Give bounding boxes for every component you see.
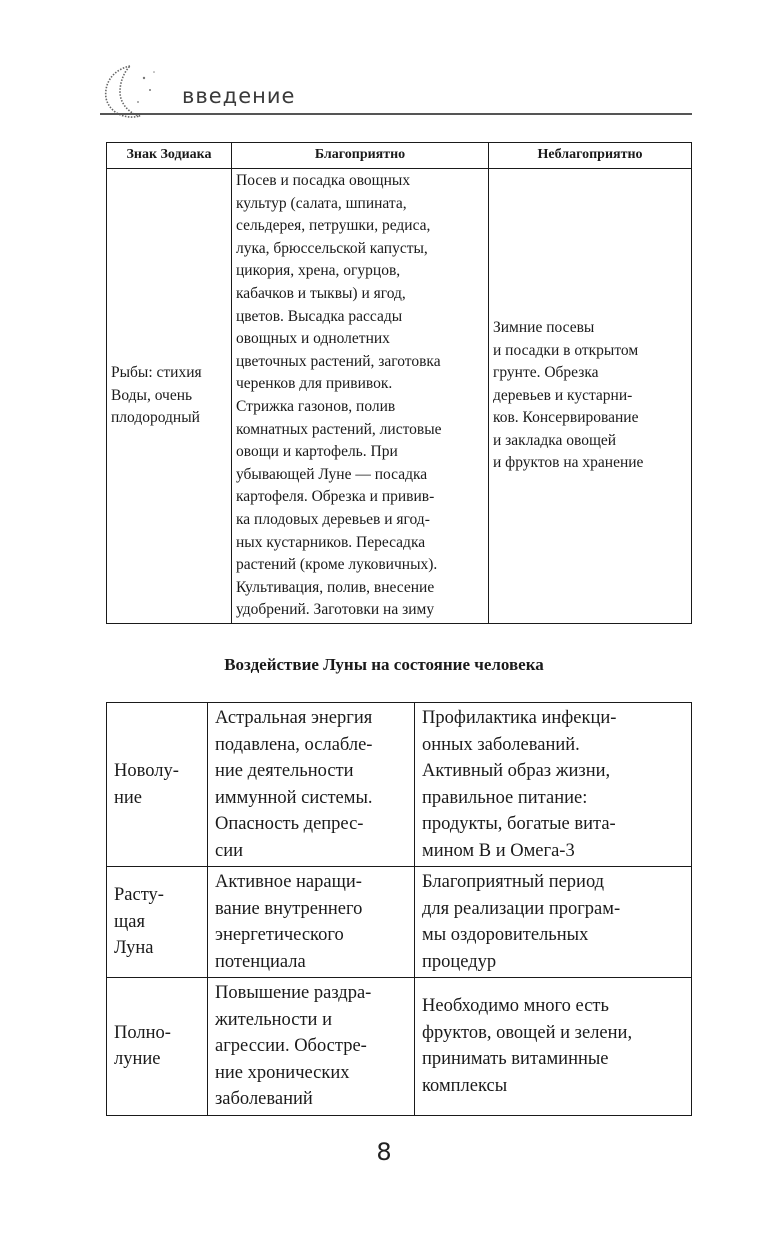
text-line: Воды, очень [111,386,193,404]
text-line: для реализации програм- [422,898,621,919]
header-divider [100,113,692,115]
text-line: Зимние посевы [493,318,595,336]
zodiac-table-header-row [107,143,692,169]
text-line: Астральная энергия [215,708,373,728]
text-line: Новолу- [114,761,179,781]
text-line: картофеля. Обрезка и привив- [236,488,435,506]
text-line: мы оздоровительных [422,925,589,945]
text-line: Рыбы: стихия [111,364,202,382]
zodiac-sign-cell [107,169,232,624]
text-line: принимать витаминные [422,1049,609,1070]
text-line: иммунной системы. [215,787,373,808]
text-line: убывающей Луне — посадка [236,465,428,483]
text-line: плодородный [111,409,200,427]
text-line: Полно- [114,1022,171,1043]
text-line: культур (салата, шпината, [236,194,407,212]
header-favorable: Благоприятно [232,143,489,169]
text-line: правильное питание: [422,787,588,808]
text-line: грунте. Обрезка [493,364,599,382]
text-line: онных заболеваний. [422,734,580,755]
phase-cell [107,867,208,978]
text-line: мином В и Омега-3 [422,840,575,861]
effect-cell [208,703,415,867]
text-line: Посев и посадка овощных [236,172,411,190]
text-line: энергетического [215,925,344,945]
text-line: ние хронических [215,1062,350,1083]
page-number: 8 [376,1138,392,1166]
text-line: деревьев и кустарни- [493,386,633,404]
text-line: удобрений. Заготовки на зиму [236,601,435,619]
text-line: овощи и картофель. При [236,443,398,461]
text-line: Необходимо много есть [422,996,609,1017]
text-line: процедур [422,951,497,972]
text-line: Культивация, полив, внесение [236,578,435,596]
header-zodiac-sign: Знак Зодиака [107,143,232,169]
table-row [107,867,692,978]
effect-cell [208,867,415,978]
text-line: сельдерея, петрушки, редиса, [236,217,431,235]
text-line: Активное наращи- [215,872,362,892]
text-line: Благоприятный период [422,872,605,892]
text-line: фруктов, овощей и зелени, [422,1022,633,1043]
text-line: цикория, хрена, огурцов, [236,262,401,280]
text-line: растений (кроме луковичных). [236,556,438,574]
text-line: кабачков и тыквы) и ягод, [236,285,406,303]
advice-cell [415,978,692,1116]
text-line: и фруктов на хранение [493,454,644,472]
text-line: ние [114,787,143,808]
text-line: Расту- [114,885,164,906]
text-line: Луна [114,938,154,959]
text-line: комнатных растений, листовые [236,420,442,438]
text-line: Активный образ жизни, [422,761,611,781]
text-line: комплексы [422,1075,508,1096]
text-line: цветочных растений, заготовка [236,352,441,370]
text-line: подавлена, ослабле- [215,734,373,755]
text-line: овощных и однолетних [236,330,390,348]
effect-cell [208,978,415,1116]
moon-phase-table [106,702,692,1116]
text-line: Профилактика инфекци- [422,708,617,728]
text-line: жительности и [215,1009,332,1030]
text-line: щая [114,911,145,932]
text-line: черенков для прививок. [236,375,393,393]
text-line: Повышение раздра- [215,983,372,1003]
text-line: заболеваний [215,1089,313,1109]
phase-cell [107,703,208,867]
text-line: ных кустарников. Пересадка [236,533,426,551]
zodiac-table [106,142,692,624]
favorable-cell [232,169,489,624]
advice-cell [415,703,692,867]
text-line: Опасность депрес- [215,814,364,834]
table-row [107,978,692,1116]
text-line: Стрижка газонов, полив [236,398,396,415]
text-line: ние деятельности [215,761,354,781]
text-line: цветов. Высадка рассады [236,307,403,325]
header-unfavorable: Неблагоприятно [489,143,692,169]
moon-section-title: Воздействие Луны на состояние человека [224,655,544,674]
section-title: введение [182,84,296,108]
advice-cell [415,867,692,978]
text-line: и посадки в открытом [493,341,639,359]
page-header [100,60,692,122]
text-line: луние [114,1049,161,1070]
text-line: ка плодовых деревьев и ягод- [236,510,430,528]
text-line: вание внутреннего [215,898,363,919]
text-line: сии [215,840,244,861]
table-row [107,703,692,867]
text-line: потенциала [215,951,306,972]
text-line: ков. Консервирование [493,409,639,427]
phase-cell [107,978,208,1116]
text-line: продукты, богатые вита- [422,814,616,834]
text-line: лука, брюссельской капусты, [236,239,428,257]
text-line: агрессии. Обостре- [215,1036,367,1056]
text-line: и закладка овощей [493,431,617,449]
zodiac-table-row [107,169,692,624]
unfavorable-cell [489,169,692,624]
